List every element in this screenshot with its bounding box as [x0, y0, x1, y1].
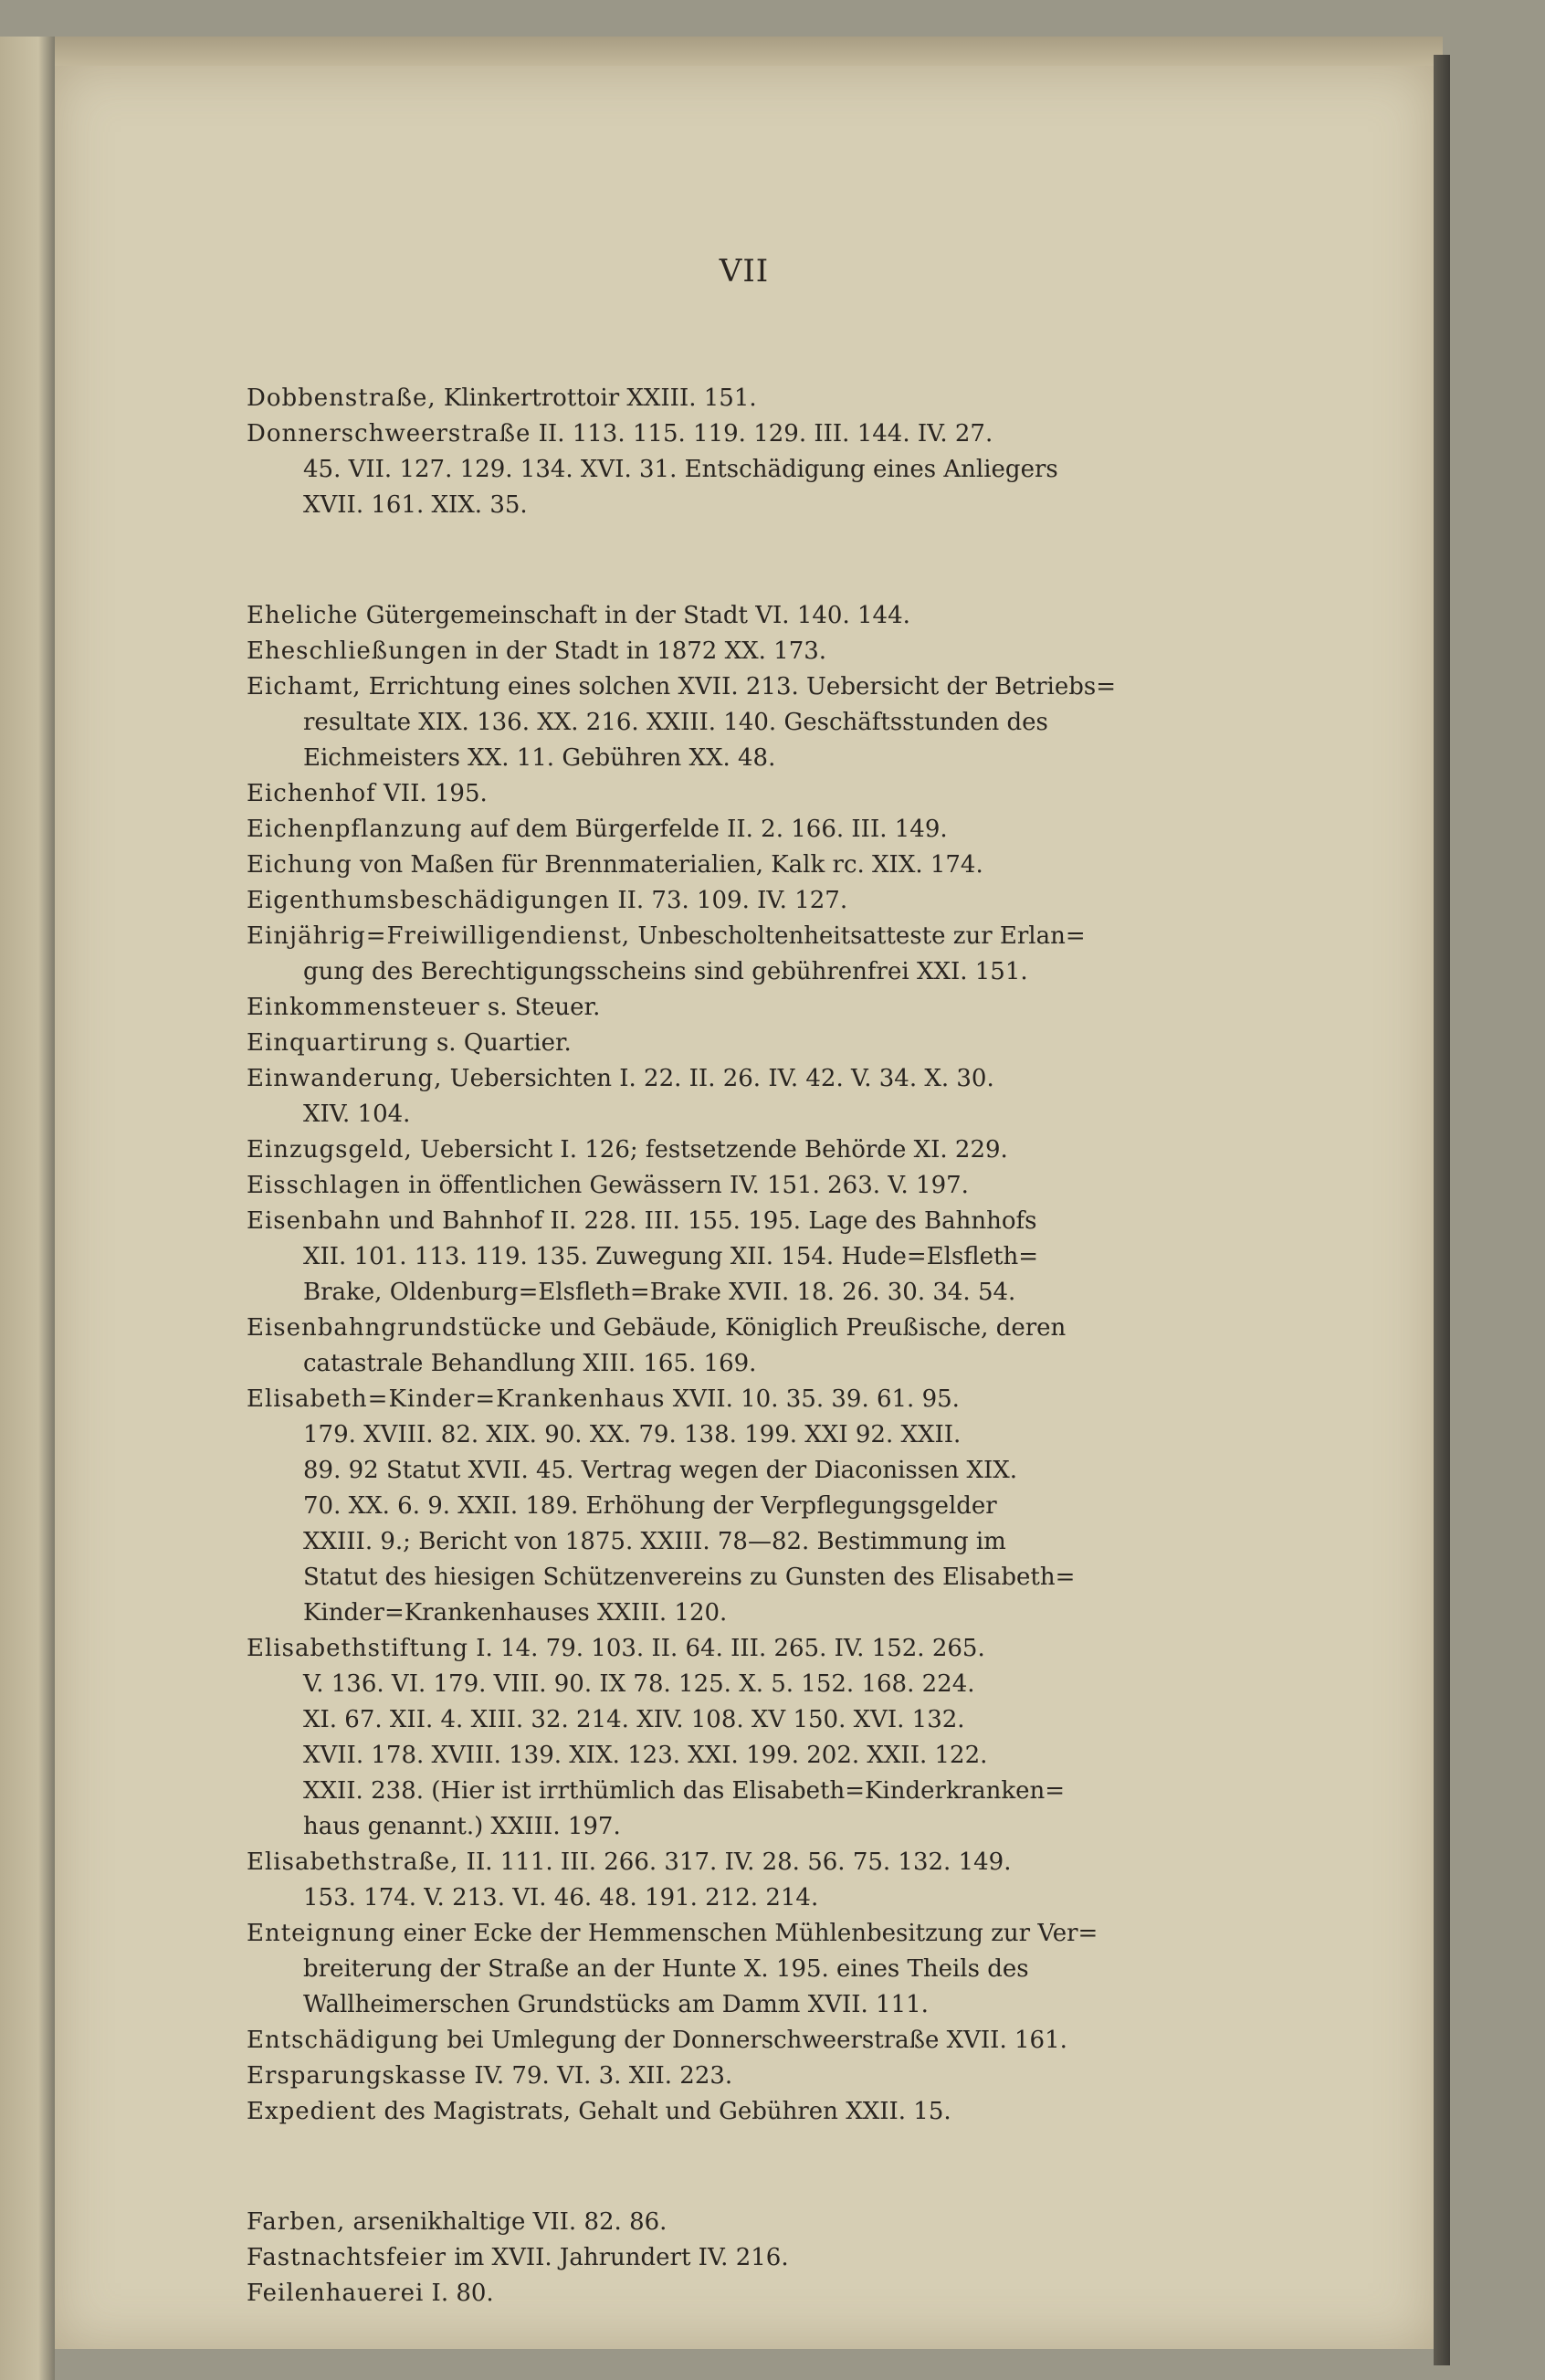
entry-text: Kinder=Krankenhauses XXIII. 120. [303, 1599, 728, 1627]
entry-text: XXII. 238. (Hier ist irrthümlich das Elisabeth=Kinderkranken= [303, 1777, 1066, 1805]
entry-term: Fastnachtsfeier [247, 2244, 447, 2271]
entry-text: und Bahnhof II. 228. III. 155. 195. Lage des Bahnhofs [381, 1207, 1037, 1235]
entry-text: haus genannt.) XXIII. 197. [303, 1813, 621, 1840]
entry-text: Uebersichten I. 22. II. 26. IV. 42. V. 34. X. 30. [442, 1065, 994, 1092]
entry-line [247, 919, 1260, 954]
entry-line [247, 1204, 1260, 1239]
entry-line [247, 1311, 1260, 1346]
entry-line [247, 1809, 1260, 1845]
entry-term: Elisabethstiftung [247, 1635, 468, 1662]
facing-page-edge [0, 37, 55, 2380]
entry-line [247, 776, 1260, 812]
entry-line [247, 1738, 1260, 1774]
entry-line [247, 1560, 1260, 1595]
entry-text: breiterung der Straße an der Hunte X. 195. eines Theils des [303, 1955, 1029, 1983]
entry-line [247, 2276, 1260, 2312]
entry-term: Farben, [247, 2208, 346, 2236]
entry-term: Einquartirung [247, 1029, 429, 1057]
index-entries [247, 381, 1260, 2312]
entry-line [247, 705, 1260, 741]
entry-term: Entschädigung [247, 2027, 440, 2054]
entry-line [247, 848, 1260, 883]
entry-text: in der Stadt in 1872 XX. 173. [468, 637, 827, 665]
entry-line [247, 2094, 1260, 2130]
entry-line [247, 1952, 1260, 1987]
entry-line [247, 2205, 1260, 2240]
entry-line [247, 1417, 1260, 1453]
entry-text: Statut des hiesigen Schützenvereins zu Gunsten des Elisabeth= [303, 1564, 1076, 1591]
entry-text: IV. 79. VI. 3. XII. 223. [467, 2062, 733, 2090]
entry-line [247, 1489, 1260, 1524]
entry-text: XXIII. 9.; Bericht von 1875. XXIII. 78—82. Bestimmung im [303, 1528, 1006, 1555]
entry-text: XII. 101. 113. 119. 135. Zuwegung XII. 154. Hude=Elsfleth= [303, 1243, 1039, 1270]
entry-text: V. 136. VI. 179. VIII. 90. IX 78. 125. X. 5. 152. 168. 224. [303, 1670, 975, 1698]
entry-term: Eichenhof [247, 780, 376, 807]
entry-term: Einkommensteuer [247, 994, 480, 1021]
entry-text: 153. 174. V. 213. VI. 46. 48. 191. 212. 214. [303, 1884, 819, 1911]
entry-text: s. Quartier. [428, 1029, 572, 1057]
entry-line [247, 812, 1260, 848]
entry-text: Klinkertrottoir XXIII. 151. [436, 384, 757, 412]
entry-line [247, 598, 1260, 634]
entry-term: Donnerschweerstraße [247, 420, 531, 448]
entry-term: Ersparungskasse [247, 2062, 468, 2090]
entry-text: II. 73. 109. IV. 127. [610, 887, 848, 914]
entry-term: Elisabeth=Kinder=Krankenhaus [247, 1385, 666, 1413]
entry-text: in öffentlichen Gewässern IV. 151. 263. V. 197. [400, 1172, 969, 1199]
entry-text: gung des Berechtigungsscheins sind gebührenfrei XXI. 151. [303, 958, 1028, 985]
entry-term: Einzugsgeld, [247, 1136, 413, 1164]
index-entry [247, 919, 1260, 990]
entry-text: s. Steuer. [479, 994, 601, 1021]
index-entry [247, 2205, 1260, 2240]
entry-term: Einwanderung, [247, 1065, 443, 1092]
entry-line [247, 2059, 1260, 2094]
entry-line [247, 1774, 1260, 1809]
entry-line [247, 1880, 1260, 1916]
entry-text: catastrale Behandlung XIII. 165. 169. [303, 1350, 757, 1377]
entry-text: im XVII. Jahrundert IV. 216. [447, 2244, 789, 2271]
entry-term: Eisenbahngrundstücke [247, 1314, 542, 1342]
index-entry [247, 598, 1260, 634]
index-entry [247, 848, 1260, 883]
entry-line [247, 1845, 1260, 1880]
index-entry [247, 1382, 1260, 1631]
index-entry [247, 381, 1260, 416]
index-entry [247, 669, 1260, 776]
entry-text: bei Umlegung der Donnerschweerstraße XVII. 161. [439, 2027, 1067, 2054]
entry-term: Eichamt, [247, 673, 362, 700]
entry-text: Errichtung eines solchen XVII. 213. Uebersicht der Betriebs= [361, 673, 1117, 700]
index-entry [247, 883, 1260, 919]
entry-text: XVII. 161. XIX. 35. [303, 491, 528, 519]
entry-line [247, 1346, 1260, 1382]
index-entry [247, 2059, 1260, 2094]
entry-text: VII. 195. [375, 780, 488, 807]
entry-text: und Gebäude, Königlich Preußische, deren [541, 1314, 1067, 1342]
entry-text: einer Ecke der Hemmenschen Mühlenbesitzung zur Ver= [395, 1920, 1098, 1947]
entry-line [247, 1667, 1260, 1702]
entry-term: Eheliche [247, 602, 359, 629]
index-entry [247, 1311, 1260, 1382]
entry-line [247, 1132, 1260, 1168]
entry-text: 70. XX. 6. 9. XXII. 189. Erhöhung der Verpflegungsgelder [303, 1492, 997, 1520]
entry-term: Expedient [247, 2098, 377, 2125]
entry-line [247, 1382, 1260, 1417]
entry-line [247, 2023, 1260, 2059]
entry-line [247, 381, 1260, 416]
entry-term: Feilenhauerei [247, 2280, 425, 2307]
entry-text: Brake, Oldenburg=Elsfleth=Brake XVII. 18. 26. 30. 34. 54. [303, 1279, 1016, 1306]
entry-text: von Maßen für Brennmaterialien, Kalk rc. XIX. 174. [352, 851, 983, 879]
entry-text: I. 14. 79. 103. II. 64. III. 265. IV. 152. 265. [468, 1635, 985, 1662]
page-sheet [55, 66, 1434, 2349]
index-entry [247, 776, 1260, 812]
entry-line [247, 1061, 1260, 1097]
index-entry [247, 812, 1260, 848]
index-entry [247, 1168, 1260, 1204]
entry-text: XVII. 178. XVIII. 139. XIX. 123. XXI. 199. 202. XXII. 122. [303, 1742, 988, 1769]
entry-line [247, 416, 1260, 452]
entry-term: Eisenbahn [247, 1207, 382, 1235]
entry-text: 45. VII. 127. 129. 134. XVI. 31. Entschädigung eines Anliegers [303, 456, 1058, 483]
entry-line [247, 2240, 1260, 2276]
entry-term: Eichung [247, 851, 352, 879]
entry-line [247, 883, 1260, 919]
entry-line [247, 1987, 1260, 2023]
index-entry [247, 2023, 1260, 2059]
entry-text: Unbescholtenheitsatteste zur Erlan= [630, 922, 1086, 950]
entry-line [247, 1239, 1260, 1275]
entry-text: arsenikhaltige VII. 82. 86. [345, 2208, 667, 2236]
entry-line [247, 1097, 1260, 1132]
entry-text: XI. 67. XII. 4. XIII. 32. 214. XIV. 108. XV 150. XVI. 132. [303, 1706, 965, 1733]
entry-line [247, 1026, 1260, 1061]
entry-text: Wallheimerschen Grundstücks am Damm XVII. 111. [303, 1991, 929, 2018]
entry-line [247, 1916, 1260, 1952]
entry-line [247, 1524, 1260, 1560]
entry-text: XVII. 10. 35. 39. 61. 95. [665, 1385, 960, 1413]
index-entry [247, 2276, 1260, 2312]
entry-term: Eichenpflanzung [247, 816, 463, 843]
entry-line [247, 1595, 1260, 1631]
index-entry [247, 634, 1260, 669]
entry-term: Enteignung [247, 1920, 396, 1947]
entry-text: XIV. 104. [303, 1100, 411, 1128]
entry-text: 89. 92 Statut XVII. 45. Vertrag wegen der Diaconissen XIX. [303, 1457, 1018, 1484]
entry-text: Uebersicht I. 126; festsetzende Behörde XI. 229. [412, 1136, 1008, 1164]
entry-line [247, 1702, 1260, 1738]
index-entry [247, 1061, 1260, 1132]
entry-text: Gütergemeinschaft in der Stadt VI. 140. 144. [358, 602, 910, 629]
index-entry [247, 1026, 1260, 1061]
entry-line [247, 1453, 1260, 1489]
entry-text: resultate XIX. 136. XX. 216. XXIII. 140. Geschäftsstunden des [303, 709, 1048, 736]
entry-text: I. 80. [424, 2280, 494, 2307]
index-entry [247, 1204, 1260, 1311]
entry-text: Eichmeisters XX. 11. Gebühren XX. 48. [303, 744, 776, 772]
index-entry [247, 2240, 1260, 2276]
entry-text: des Magistrats, Gehalt und Gebühren XXII. 15. [376, 2098, 951, 2125]
entry-text: 179. XVIII. 82. XIX. 90. XX. 79. 138. 199. XXI 92. XXII. [303, 1421, 962, 1448]
entry-line [247, 634, 1260, 669]
entry-line [247, 488, 1260, 523]
entry-term: Eheschließungen [247, 637, 468, 665]
index-entry [247, 2094, 1260, 2130]
index-entry [247, 1132, 1260, 1168]
entry-text: II. 111. III. 266. 317. IV. 28. 56. 75. 132. 149. [458, 1848, 1012, 1876]
index-entry [247, 1845, 1260, 1916]
entry-term: Dobbenstraße, [247, 384, 436, 412]
entry-term: Eigenthumsbeschädigungen [247, 887, 611, 914]
entry-line [247, 669, 1260, 705]
entry-term: Eisschlagen [247, 1172, 401, 1199]
entry-line [247, 954, 1260, 990]
entry-line [247, 1275, 1260, 1311]
index-entry [247, 990, 1260, 1026]
entry-text: II. 113. 115. 119. 129. III. 144. IV. 27. [531, 420, 993, 448]
entry-line [247, 452, 1260, 488]
entry-line [247, 741, 1260, 776]
entry-text: auf dem Bürgerfelde II. 2. 166. III. 149. [462, 816, 948, 843]
book-cover-edge [1434, 55, 1450, 2365]
entry-term: Einjährig=Freiwilligendienst, [247, 922, 631, 950]
index-entry [247, 416, 1260, 523]
entry-line [247, 1631, 1260, 1667]
entry-line [247, 1168, 1260, 1204]
index-entry [247, 1631, 1260, 1845]
page-number: VII [719, 253, 770, 290]
index-entry [247, 1916, 1260, 2023]
entry-line [247, 990, 1260, 1026]
entry-term: Elisabethstraße, [247, 1848, 459, 1876]
top-page-edge [55, 37, 1443, 68]
